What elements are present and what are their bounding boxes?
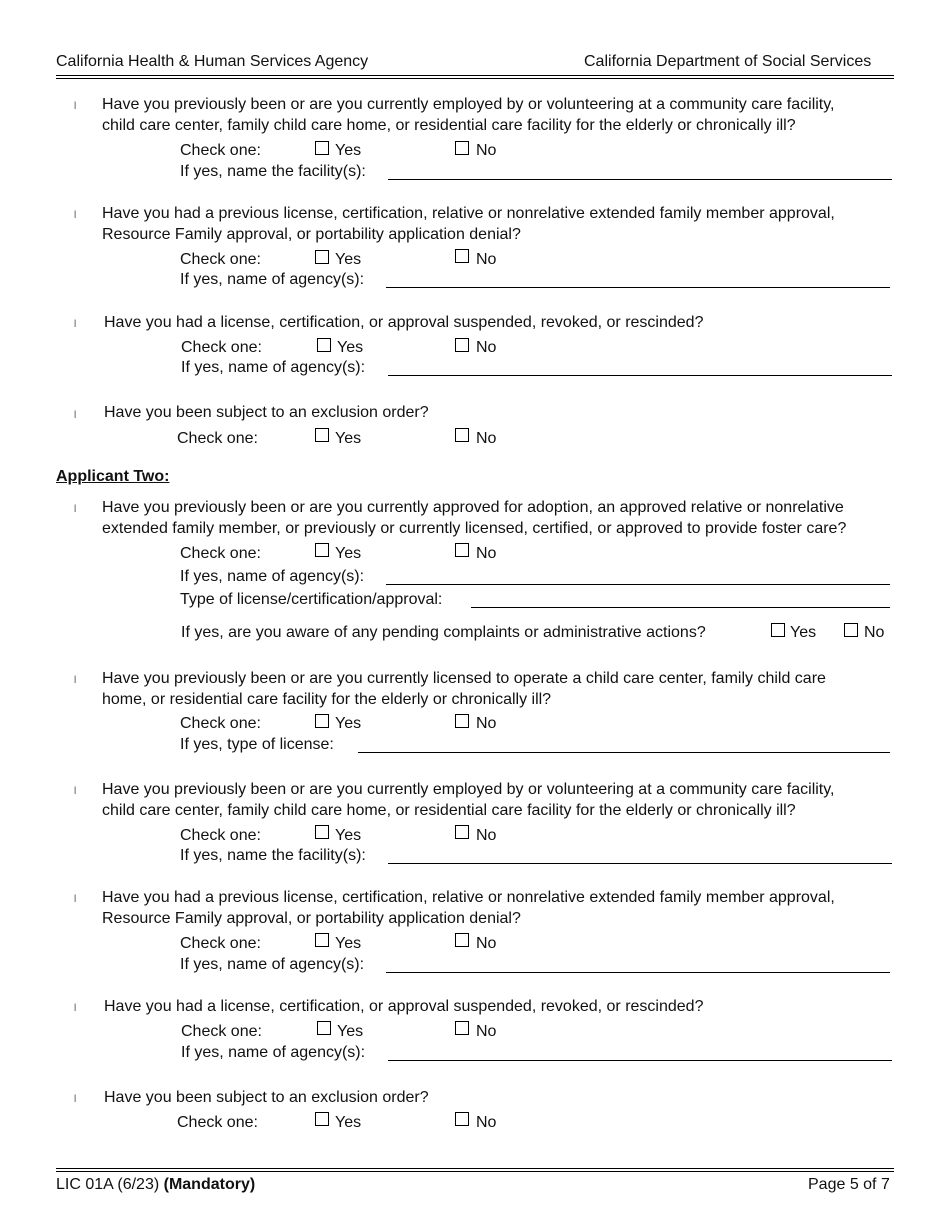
a2-q1-pending-question: If yes, are you aware of any pending complaints or administrative actions? xyxy=(181,624,706,641)
a1-q3-no-checkbox[interactable] xyxy=(455,338,469,352)
a2-q1-yes-label: Yes xyxy=(335,545,362,562)
a2-q1-text: Have you previously been or are you currently approved for adoption, an approved relative or nonrelative extended family member, or previously or currently licensed, certified, or approved to provide foster care? xyxy=(102,499,847,537)
a2-q4-no-checkbox[interactable] xyxy=(455,933,469,947)
footer-mandatory: (Mandatory) xyxy=(163,1176,256,1193)
a2-q5-yes-label: Yes xyxy=(337,1023,364,1040)
a2-q1-no-checkbox[interactable] xyxy=(455,543,469,557)
bullet-icon: l xyxy=(74,1094,77,1105)
a2-q1-pending-no-checkbox[interactable] xyxy=(844,623,858,637)
a2-q3-check-one: Check one: xyxy=(180,827,261,844)
a1-q2-yes-label: Yes xyxy=(335,251,362,268)
a2-q2-yes-checkbox[interactable] xyxy=(315,714,329,728)
a1-q3-yes-checkbox[interactable] xyxy=(317,338,331,352)
footer-page-number: Page 5 of 7 xyxy=(808,1176,890,1193)
a2-q5-no-checkbox[interactable] xyxy=(455,1021,469,1035)
header-rule-bottom xyxy=(56,78,894,79)
a1-q1-yes-label: Yes xyxy=(335,142,362,159)
a2-q6-yes-label: Yes xyxy=(335,1114,362,1131)
bullet-icon: l xyxy=(74,410,77,421)
a2-q1-pending-yes-checkbox[interactable] xyxy=(771,623,785,637)
a1-q2-yes-checkbox[interactable] xyxy=(315,250,329,264)
a2-q1-agency-field[interactable] xyxy=(386,584,890,585)
a1-q3-check-one: Check one: xyxy=(181,339,262,356)
a1-q2-text: Have you had a previous license, certification, relative or nonrelative extended family member approval, Resource Family approval, or portability application denial? xyxy=(102,205,835,243)
a2-q5-text: Have you had a license, certification, or approval suspended, revoked, or rescinded? xyxy=(104,998,704,1015)
a1-q4-no-label: No xyxy=(476,430,497,447)
a1-q2-no-label: No xyxy=(476,251,497,268)
a1-q4-yes-label: Yes xyxy=(335,430,362,447)
a1-q1-check-one: Check one: xyxy=(180,142,261,159)
a2-q3-facility-field[interactable] xyxy=(388,863,892,864)
a2-q3-no-label: No xyxy=(476,827,497,844)
a2-q6-text: Have you been subject to an exclusion order? xyxy=(104,1089,429,1106)
a2-q2-license-type-field[interactable] xyxy=(358,752,890,753)
bullet-icon: l xyxy=(74,786,77,797)
a1-q2-check-one: Check one: xyxy=(180,251,261,268)
a1-q4-check-one: Check one: xyxy=(177,430,258,447)
section-title-applicant-two: Applicant Two: xyxy=(56,468,170,485)
a1-q1-text: Have you previously been or are you currently employed by or volunteering at a community care facility, child care center, family child care home, or residential care facility for the elderly or chronically ill? xyxy=(102,96,835,134)
a1-q4-text: Have you been subject to an exclusion order? xyxy=(104,404,429,421)
a2-q5-yes-checkbox[interactable] xyxy=(317,1021,331,1035)
header-rule-top xyxy=(56,75,894,76)
a2-q4-followup-label: If yes, name of agency(s): xyxy=(180,956,365,973)
a2-q5-no-label: No xyxy=(476,1023,497,1040)
bullet-icon: l xyxy=(74,504,77,515)
bullet-icon: l xyxy=(74,101,77,112)
a2-q4-text: Have you had a previous license, certification, relative or nonrelative extended family member approval, Resource Family approval, or portability application denial? xyxy=(102,889,835,927)
footer-rule-top xyxy=(56,1168,894,1169)
a2-q4-yes-label: Yes xyxy=(335,935,362,952)
a1-q1-no-checkbox[interactable] xyxy=(455,141,469,155)
a2-q4-yes-checkbox[interactable] xyxy=(315,933,329,947)
a1-q2-agency-field[interactable] xyxy=(386,287,890,288)
bullet-icon: l xyxy=(74,675,77,686)
a2-q2-followup-label: If yes, type of license: xyxy=(180,736,334,753)
a1-q1-followup-label: If yes, name the facility(s): xyxy=(180,163,366,180)
a1-q3-followup-label: If yes, name of agency(s): xyxy=(181,359,366,376)
a1-q1-yes-checkbox[interactable] xyxy=(315,141,329,155)
a2-q1-yes-checkbox[interactable] xyxy=(315,543,329,557)
a2-q4-no-label: No xyxy=(476,935,497,952)
a1-q1-facility-field[interactable] xyxy=(388,179,892,180)
footer-form-id: LIC 01A (6/23) (Mandatory) xyxy=(56,1176,256,1193)
a2-q3-yes-label: Yes xyxy=(335,827,362,844)
a2-q2-no-label: No xyxy=(476,715,497,732)
a2-q5-agency-field[interactable] xyxy=(388,1060,892,1061)
a2-q4-agency-field[interactable] xyxy=(386,972,890,973)
a1-q2-no-checkbox[interactable] xyxy=(455,249,469,263)
bullet-icon: l xyxy=(74,894,77,905)
bullet-icon: l xyxy=(74,319,77,330)
a2-q5-followup-label: If yes, name of agency(s): xyxy=(181,1044,366,1061)
a1-q1-no-label: No xyxy=(476,142,497,159)
a2-q2-check-one: Check one: xyxy=(180,715,261,732)
a2-q3-yes-checkbox[interactable] xyxy=(315,825,329,839)
a1-q3-agency-field[interactable] xyxy=(388,375,892,376)
header-department: California Department of Social Services xyxy=(584,53,872,70)
a2-q1-pending-no-label: No xyxy=(864,624,885,641)
a2-q3-followup-label: If yes, name the facility(s): xyxy=(180,847,366,864)
a2-q1-followup-label: If yes, name of agency(s): xyxy=(180,568,365,585)
footer-rule-bottom xyxy=(56,1171,894,1172)
a2-q6-no-label: No xyxy=(476,1114,497,1131)
header-agency: California Health & Human Services Agency xyxy=(56,53,369,70)
a2-q3-no-checkbox[interactable] xyxy=(455,825,469,839)
a1-q4-no-checkbox[interactable] xyxy=(455,428,469,442)
a2-q1-check-one: Check one: xyxy=(180,545,261,562)
a2-q1-type-field[interactable] xyxy=(471,607,890,608)
a1-q2-followup-label: If yes, name of agency(s): xyxy=(180,271,365,288)
a1-q3-no-label: No xyxy=(476,339,497,356)
a2-q6-check-one: Check one: xyxy=(177,1114,258,1131)
bullet-icon: l xyxy=(74,210,77,221)
a1-q3-text: Have you had a license, certification, or approval suspended, revoked, or rescinded? xyxy=(104,314,704,331)
a2-q2-no-checkbox[interactable] xyxy=(455,714,469,728)
a2-q4-check-one: Check one: xyxy=(180,935,261,952)
a2-q2-text: Have you previously been or are you currently licensed to operate a child care center, family child care home, or residential care facility for the elderly or chronically ill? xyxy=(102,670,826,708)
a1-q4-yes-checkbox[interactable] xyxy=(315,428,329,442)
a2-q2-yes-label: Yes xyxy=(335,715,362,732)
a1-q3-yes-label: Yes xyxy=(337,339,364,356)
a2-q6-yes-checkbox[interactable] xyxy=(315,1112,329,1126)
a2-q3-text: Have you previously been or are you currently employed by or volunteering at a community care facility, child care center, family child care home, or residential care facility for the elderly or chronically ill? xyxy=(102,781,835,819)
a2-q5-check-one: Check one: xyxy=(181,1023,262,1040)
a2-q1-type-label: Type of license/certification/approval: xyxy=(180,591,443,608)
bullet-icon: l xyxy=(74,1003,77,1014)
a2-q1-no-label: No xyxy=(476,545,497,562)
a2-q1-pending-yes-label: Yes xyxy=(790,624,817,641)
a2-q6-no-checkbox[interactable] xyxy=(455,1112,469,1126)
